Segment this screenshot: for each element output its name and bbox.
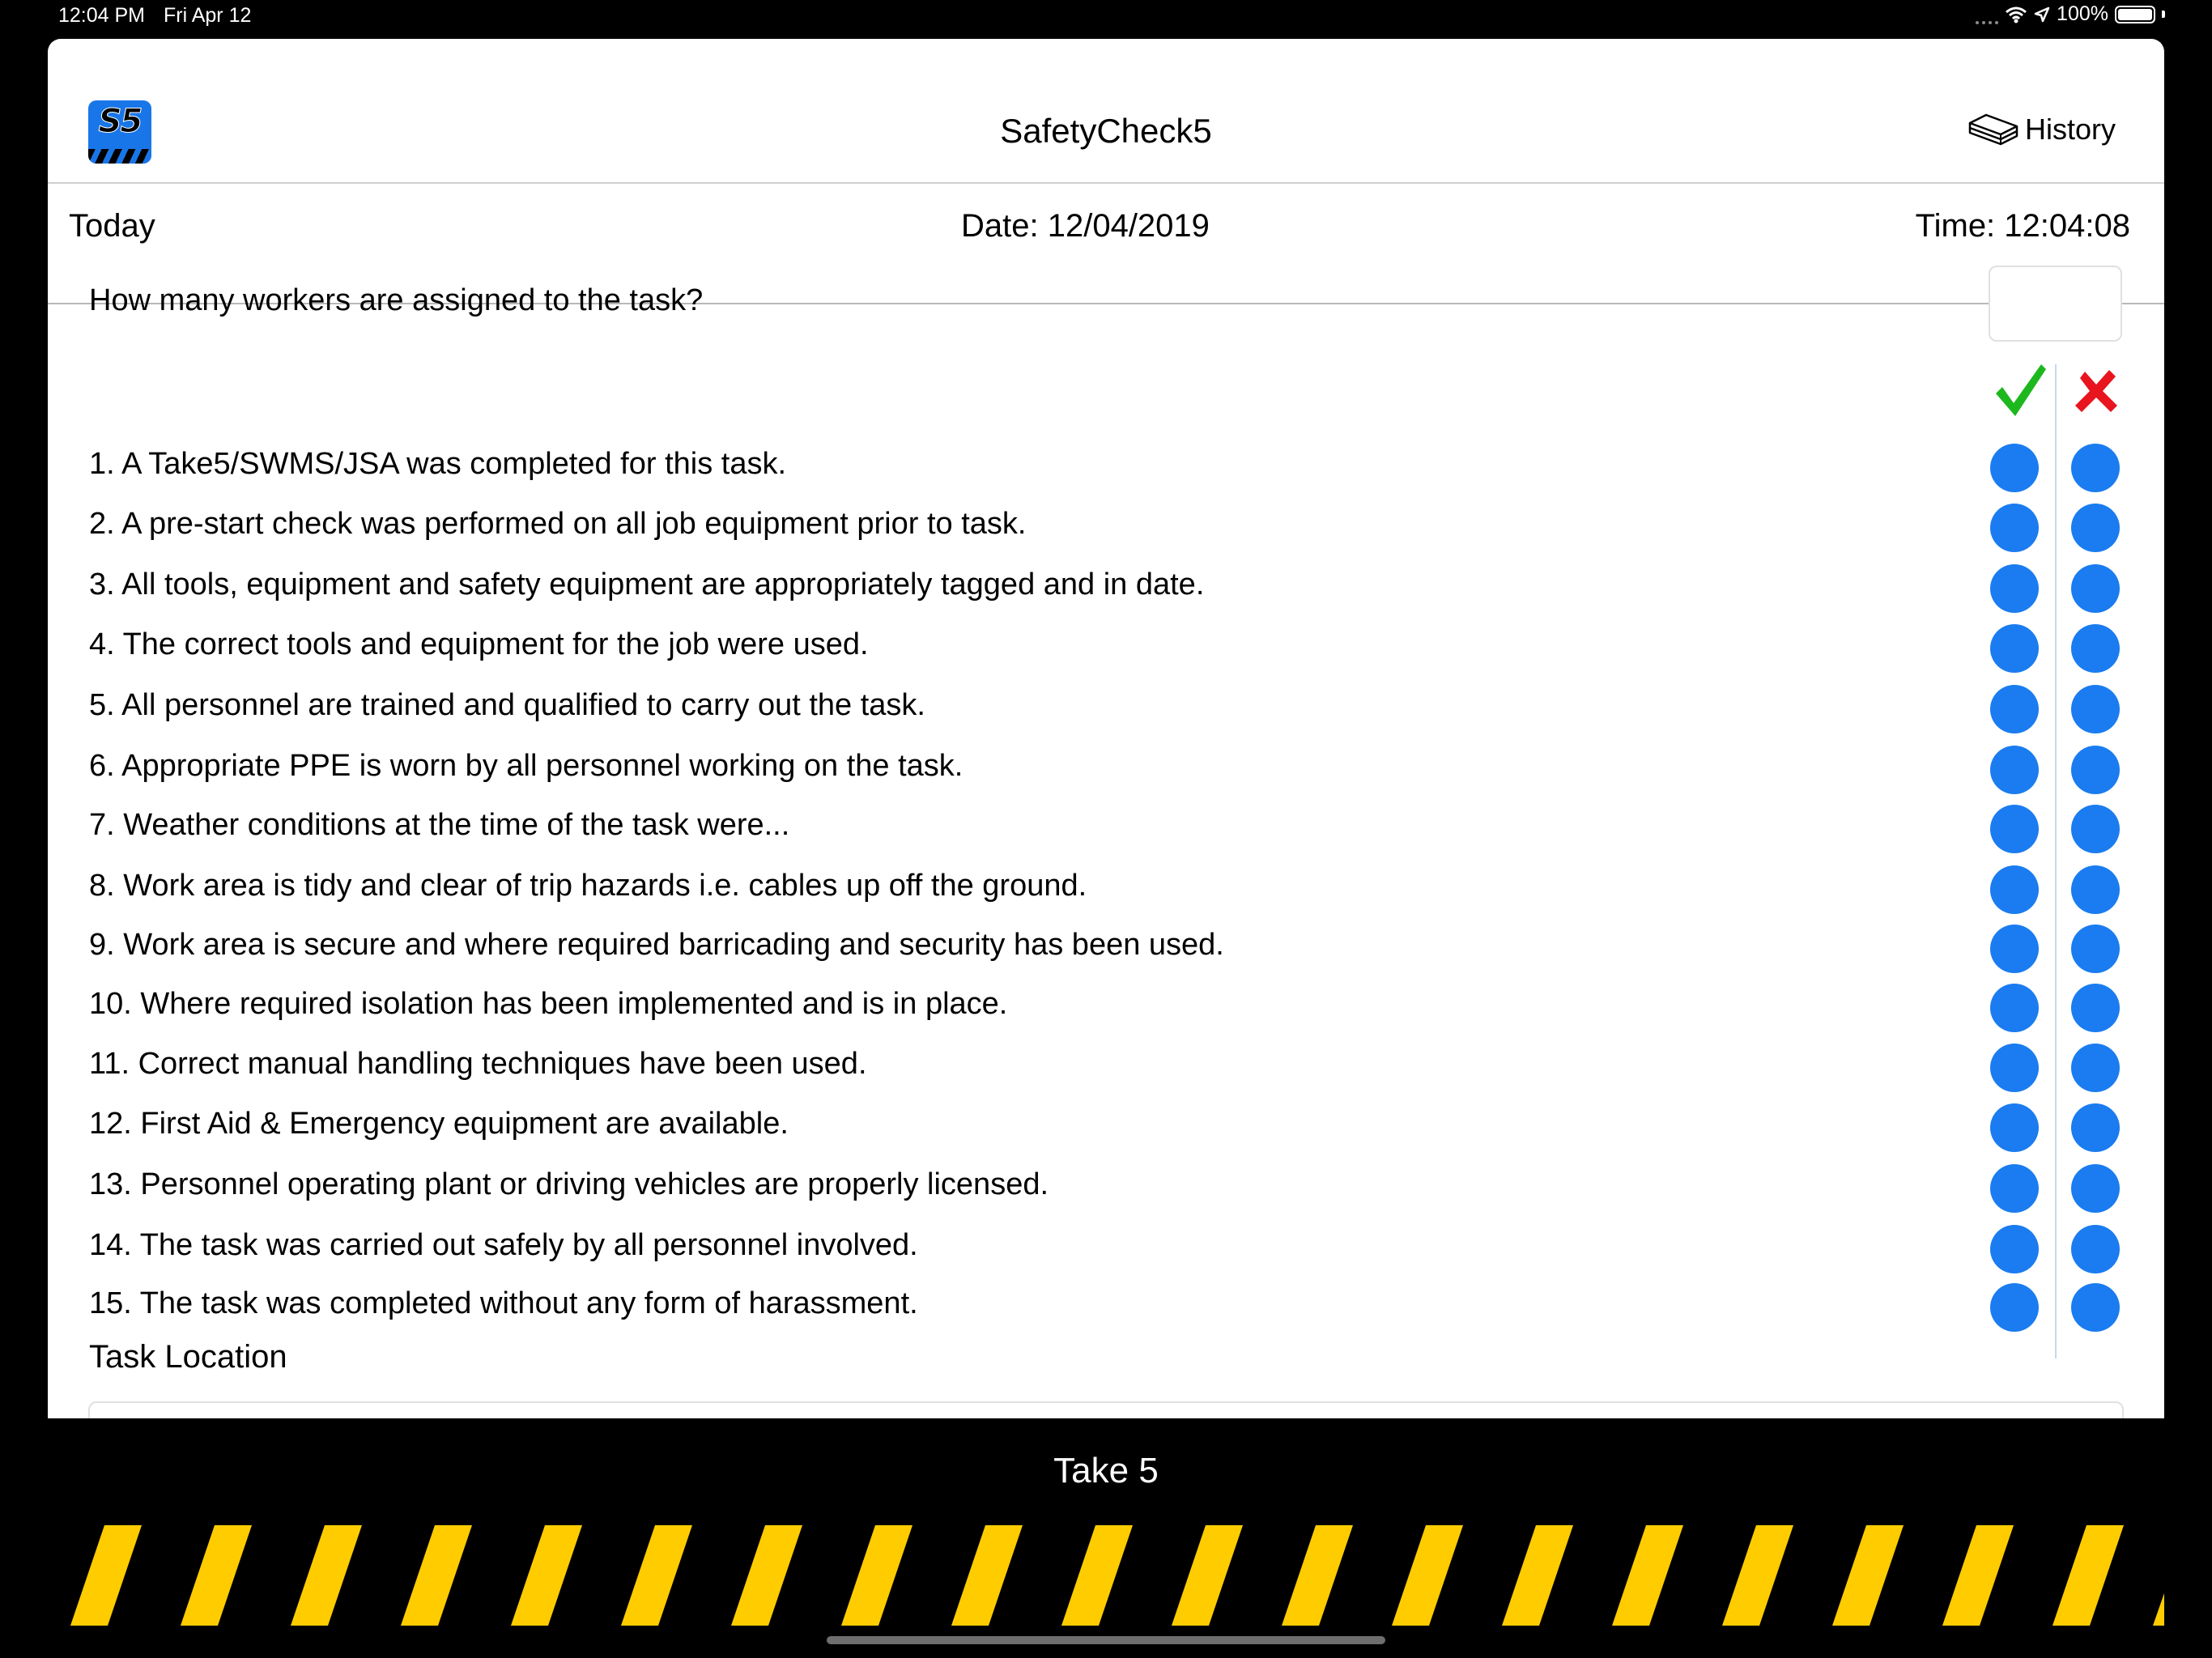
time-label: Time: 12:04:08 <box>1915 208 2130 244</box>
status-date: Fri Apr 12 <box>164 4 252 27</box>
no-radio-button[interactable] <box>2071 564 2120 613</box>
status-indicators <box>1976 2 2165 26</box>
checklist-item <box>48 918 2164 978</box>
task-location-input[interactable] <box>88 1401 2124 1418</box>
green-check-icon <box>1993 363 2049 419</box>
checklist-item-text: 10. Where required isolation has been implemented and is in place. <box>89 987 1008 1021</box>
app-logo-text: S5 <box>98 103 142 140</box>
app-logo-stripes <box>88 149 151 164</box>
page-title: SafetyCheck5 <box>1000 112 1212 150</box>
battery-percentage: 100% <box>2057 2 2108 25</box>
yes-radio-button[interactable] <box>1990 925 2039 973</box>
yes-radio-button[interactable] <box>1990 685 2039 733</box>
checklist-item <box>48 1158 2164 1218</box>
no-radio-button[interactable] <box>2071 1225 2120 1273</box>
navigation-bar <box>48 39 2164 184</box>
checklist-item-text: 1. A Take5/SWMS/JSA was completed for this task. <box>89 447 787 481</box>
checklist-item <box>48 437 2164 497</box>
checklist-item <box>48 1277 2164 1337</box>
battery-icon <box>2115 6 2155 23</box>
red-cross-icon <box>2074 368 2119 414</box>
yes-radio-button[interactable] <box>1990 984 2039 1032</box>
checklist-item-text: 4. The correct tools and equipment for the job were used. <box>89 627 869 661</box>
checklist-item <box>48 618 2164 678</box>
checklist-item-text: 13. Personnel operating plant or driving vehicles are properly licensed. <box>89 1167 1049 1201</box>
history-button[interactable] <box>1967 112 2116 147</box>
checklist-item-text: 15. The task was completed without any form of harassment. <box>89 1286 918 1320</box>
home-indicator[interactable] <box>827 1636 1385 1644</box>
history-label: History <box>2024 113 2116 146</box>
workers-question: How many workers are assigned to the task? <box>89 283 704 317</box>
checklist-item <box>48 1037 2164 1097</box>
app-card <box>48 39 2164 1418</box>
yes-radio-button[interactable] <box>1990 1225 2039 1273</box>
yes-radio-button[interactable] <box>1990 1283 2039 1332</box>
no-radio-button[interactable] <box>2071 504 2120 552</box>
yes-radio-button[interactable] <box>1990 805 2039 853</box>
checklist-item <box>48 859 2164 919</box>
checklist-item-text: 14. The task was carried out safely by all personnel involved. <box>89 1228 918 1262</box>
yes-radio-button[interactable] <box>1990 504 2039 552</box>
checklist-item-text: 12. First Aid & Emergency equipment are available. <box>89 1107 789 1141</box>
no-radio-button[interactable] <box>2071 746 2120 794</box>
checklist-item <box>48 1097 2164 1157</box>
today-label: Today <box>69 208 155 244</box>
no-radio-button[interactable] <box>2071 444 2120 492</box>
checklist-item <box>48 1218 2164 1278</box>
no-radio-button[interactable] <box>2071 1044 2120 1092</box>
no-radio-button[interactable] <box>2071 865 2120 914</box>
checklist-item-text: 6. Appropriate PPE is worn by all personnel working on the task. <box>89 749 963 783</box>
workers-count-input[interactable] <box>1989 266 2122 342</box>
battery-level-fill <box>2118 9 2152 20</box>
yes-radio-button[interactable] <box>1990 1164 2039 1213</box>
checklist-item <box>48 678 2164 738</box>
no-radio-button[interactable] <box>2071 1283 2120 1332</box>
checklist-item-text: 7. Weather conditions at the time of the task were... <box>89 808 790 842</box>
checklist-item-text: 3. All tools, equipment and safety equipment are appropriately tagged and in date. <box>89 568 1205 602</box>
checklist-item-text: 9. Work area is secure and where required barricading and security has been used. <box>89 928 1224 962</box>
yes-radio-button[interactable] <box>1990 1103 2039 1152</box>
no-radio-button[interactable] <box>2071 984 2120 1032</box>
status-bar <box>0 0 2212 36</box>
no-radio-button[interactable] <box>2071 805 2120 853</box>
checklist-item-text: 8. Work area is tidy and clear of trip hazards i.e. cables up off the ground. <box>89 869 1087 903</box>
cellular-signal-icon <box>1976 5 1998 24</box>
yes-radio-button[interactable] <box>1990 564 2039 613</box>
checklist-item <box>48 497 2164 557</box>
no-radio-button[interactable] <box>2071 1164 2120 1213</box>
checklist-item <box>48 558 2164 618</box>
yes-radio-button[interactable] <box>1990 1044 2039 1092</box>
checklist-item-text: 5. All personnel are trained and qualified to carry out the task. <box>89 688 925 722</box>
task-location-label: Task Location <box>89 1339 287 1375</box>
checklist-item <box>48 739 2164 799</box>
yes-radio-button[interactable] <box>1990 865 2039 914</box>
no-radio-button[interactable] <box>2071 624 2120 673</box>
date-label: Date: 12/04/2019 <box>961 208 1210 244</box>
yes-radio-button[interactable] <box>1990 624 2039 673</box>
checklist-item <box>48 798 2164 858</box>
yes-radio-button[interactable] <box>1990 746 2039 794</box>
checklist-item <box>48 977 2164 1037</box>
yes-radio-button[interactable] <box>1990 444 2039 492</box>
no-radio-button[interactable] <box>2071 925 2120 973</box>
battery-nub <box>2162 11 2165 18</box>
checklist-item-text: 2. A pre-start check was performed on all job equipment prior to task. <box>89 507 1027 541</box>
hazard-stripes <box>48 1524 2164 1627</box>
checklist-item-text: 11. Correct manual handling techniques have been used. <box>89 1047 867 1081</box>
no-radio-button[interactable] <box>2071 1103 2120 1152</box>
no-radio-button[interactable] <box>2071 685 2120 733</box>
stacked-papers-icon <box>1967 112 2020 147</box>
tab-take5[interactable]: Take 5 <box>1053 1451 1159 1490</box>
status-time: 12:04 PM <box>58 4 146 27</box>
tab-bar <box>0 1418 2212 1658</box>
location-arrow-icon <box>2034 6 2050 23</box>
wifi-icon <box>2005 6 2027 23</box>
